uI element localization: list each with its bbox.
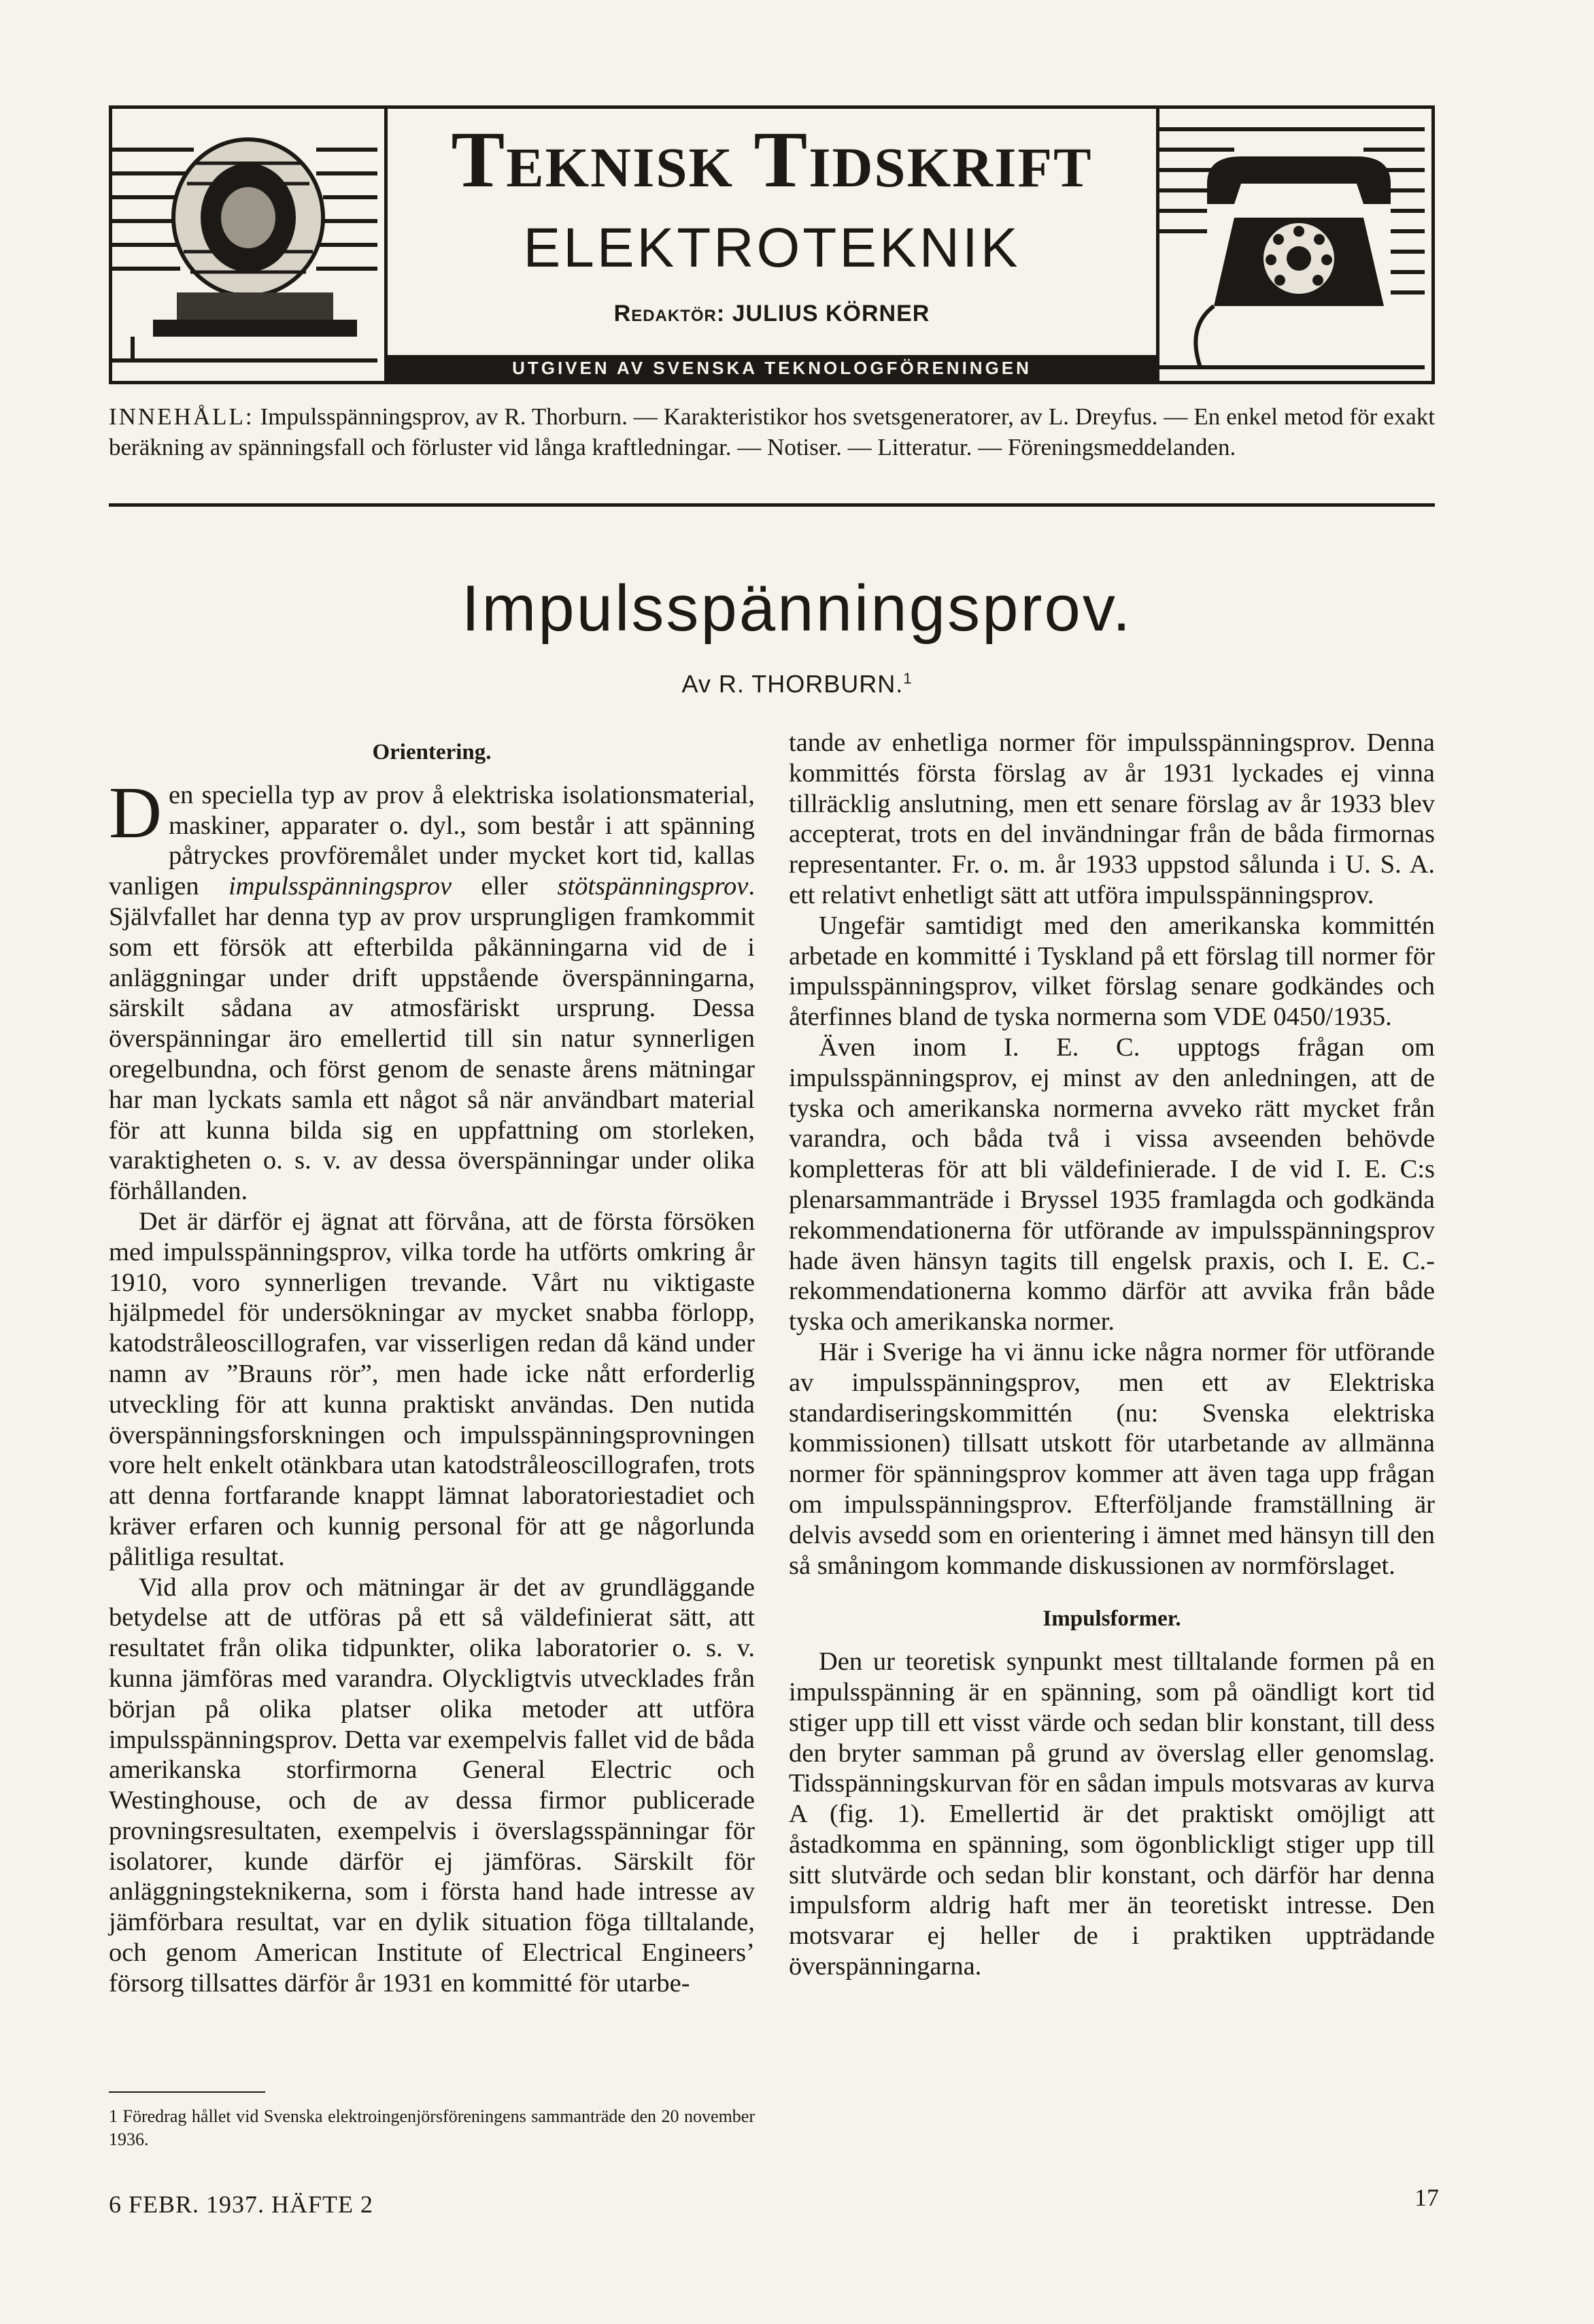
paragraph-text: en speciella typ av prov å elektriska isolationsmaterial, maskiner, apparater o. dyl., som består i att spänning påtryckes provföremålet under mycket kort tid, kallas vanligen — [109, 780, 755, 901]
paragraph: Även inom I. E. C. upptogs frågan om impulsspänningsprov, ej minst av den anledningen, att de tyska och amerikanska normerna avveko rätt mycket från varandra, och båda två i vissa avseenden behövde kompletteras för att bli väldefinierade. I de vid I. E. C:s plenarsammanträde i Bryssel 1935 framlagda och godkända rekommendationerna för utförande av impulsspänningsprov hade även hänsyn tagits till engelsk praxis, och I. E. C.-rekommendationerna kommo därför att avvika från både tyska och amerikanska normer. — [789, 1032, 1435, 1336]
article-author — [0, 670, 1594, 698]
right-column — [789, 728, 1435, 1982]
table-of-contents — [109, 401, 1435, 462]
issue-date: 6 FEBR. 1937. HÄFTE 2 — [109, 2191, 374, 2218]
toc-label: INNEHÅLL: — [109, 403, 254, 430]
electric-motor-icon — [112, 109, 377, 381]
paragraph: tande av enhetliga normer för impulsspänningsprov. Denna kommittés första förslag av år 1931 lyckades ej vinna tillräcklig anslutning, men ett senare förslag av år 1933 blev accepterat, trots en del invändningar från de båda firmornas representanter. Fr. o. m. år 1933 uppstod sålunda i U. S. A. ett relativt enhetligt sätt att utföra impulsspänningsprov. — [789, 728, 1435, 909]
author-name: Av R. THORBURN. — [681, 670, 904, 698]
paragraph: Ungefär samtidigt med den amerikanska kommittén arbetade en kommitté i Tyskland på ett förslag till normer för impulsspänningsprov, vilket förslag senare godkändes och återfinnes bland de tyska normerna som VDE 0450/1935. — [789, 911, 1435, 1032]
masthead-publisher-band: UTGIVEN AV SVENSKA TEKNOLOGFÖRENINGEN — [388, 355, 1156, 381]
masthead-subtitle: ELEKTROTEKNIK — [523, 217, 1021, 279]
footnote: 1 Föredrag hållet vid Svenska elektroingenjörsföreningens sammanträde den 20 november 1936. — [109, 2106, 755, 2149]
masthead-title: Teknisk Tidskrift — [451, 115, 1093, 204]
paragraph — [109, 772, 756, 1207]
footnote-rule — [109, 2091, 265, 2093]
toc-text: Impulsspänningsprov, av R. Thorburn. — Karakteristikor hos svetsgeneratorer, av L. Dreyfus. — En enkel metod för exakt beräkning av spänningsfall och förluster vid långa kraftledningar. — Notiser. — Litteratur. — Föreningsmeddelanden. — [109, 403, 1436, 460]
telephone-icon — [1159, 109, 1425, 381]
emphasis-term: stötspänningsprov — [557, 872, 749, 901]
header-rule — [109, 503, 1435, 507]
drop-cap: D — [109, 772, 162, 854]
paragraph: Den ur teoretisk synpunkt mest tilltalande formen på en impulsspänning är en spänning, som på oändligt kort tid stiger upp till ett visst värde och sedan blir konstant, till dess den bryter samman på grund av överslag eller genomslag. Tidsspänningskurvan för en sådan impuls motsvaras av kurva A (fig. 1). Emellertid är det praktiskt omöjligt att åstadkomma en spänning, som ögonblickligt stiger upp till sitt slutvärde och sedan blir konstant, och därför har denna impulsform aldrig haft mer än teoretiskt intresse. Den motsvarar ej heller de i praktiken uppträdande överspänningarna. — [789, 1647, 1435, 1981]
paragraph-text: . Självfallet har denna typ av prov ursprungligen framkommit som ett försök att efterbilda påkänningarna vid de i anläggningar under drift uppstående överspänningarna, särskilt sådana av atmosfäriskt ursprung. Dessa överspänningar äro emellertid till sin natur synnerligen oregelbundna, och först genom de senaste årens mätningar har man lyckats samla ett något så när användbart material för att kunna bilda sig en uppfattning om storleken, varaktigheten o. s. v. av dessa överspänningar under olika förhållanden. — [109, 872, 756, 1206]
emphasis-term: impulsspänningsprov — [228, 872, 452, 901]
article-title: Impulsspänningsprov. — [461, 572, 1133, 645]
left-column — [109, 728, 755, 1999]
masthead-editor: Redaktör: JULIUS KÖRNER — [613, 301, 930, 326]
paragraph: Vid alla prov och mätningar är det av grundläggande betydelse att de utföras på ett så väldefinierat sätt, att resultatet från olika tidpunkter, olika laboratorier o. s. v. kunna jämföras med varandra. Olyckligtvis utvecklades från början på olika platser olika metoder att utföra impulsspänningsprov. Detta var exempelvis fallet vid de båda amerikanska storfirmorna General Electric och Westinghouse, och de av dessa firmor publicerade provningsresultaten, exempelvis i överslagsspänningar för isolatorer, kunde därför ej jämföras. Särskilt för anläggningsteknikerna, som i första hand hade intresse av jämförbara resultat, var en dylik situation föga tilltalande, och genom American Institute of Electrical Engineers’ försorg tillsattes därför år 1931 en kommitté för utarbe- — [109, 1572, 755, 1998]
masthead-right-panel — [1156, 109, 1431, 381]
masthead-center — [388, 109, 1156, 381]
paragraph-text: eller — [452, 872, 558, 901]
masthead-left-panel — [112, 109, 388, 381]
paragraph: Det är därför ej ägnat att förvåna, att de första försöken med impulsspänningsprov, vilka torde ha utförts omkring år 1910, voro synnerligen trevande. Vårt nu viktigaste hjälpmedel för undersökningar av mycket snabba förlopp, katodstråleoscillografen, var visserligen redan då känd under namn av ”Brauns rör”, men hade icke nått erforderlig utveckling för att kunna praktiskt användas. Den nutida överspänningsforskningen och impulsspänningsprovningen vore helt enkelt otänkbara utan katodstråleoscillografen, trots att denna fortfarande knappt lämnat laboratoriestadiet och kräver erfaren och kunnig personal för att ge någorlunda pålitliga resultat. — [109, 1207, 755, 1571]
page-number: 17 — [1414, 2184, 1439, 2211]
masthead — [109, 105, 1435, 384]
section-heading-impulsformer: Impulsformer. — [1042, 1606, 1181, 1632]
section-heading-orientering: Orientering. — [372, 740, 492, 764]
author-footnote-mark: 1 — [903, 670, 913, 687]
paragraph: Här i Sverige ha vi ännu icke några normer för utförande av impulsspänningsprov, men ett av Elektriska standardiseringskommittén (nu: Svenska elektriska kommissionen) tillsatt utskott för utarbetande av allmänna normer för spänningsprov kommer att även taga upp frågan om impulsspänningsprov. Efterföljande framställning är delvis avsedd som en orientering i ämnet med hänsyn till den så småningom kommande diskussionen av normförslaget. — [789, 1337, 1435, 1580]
